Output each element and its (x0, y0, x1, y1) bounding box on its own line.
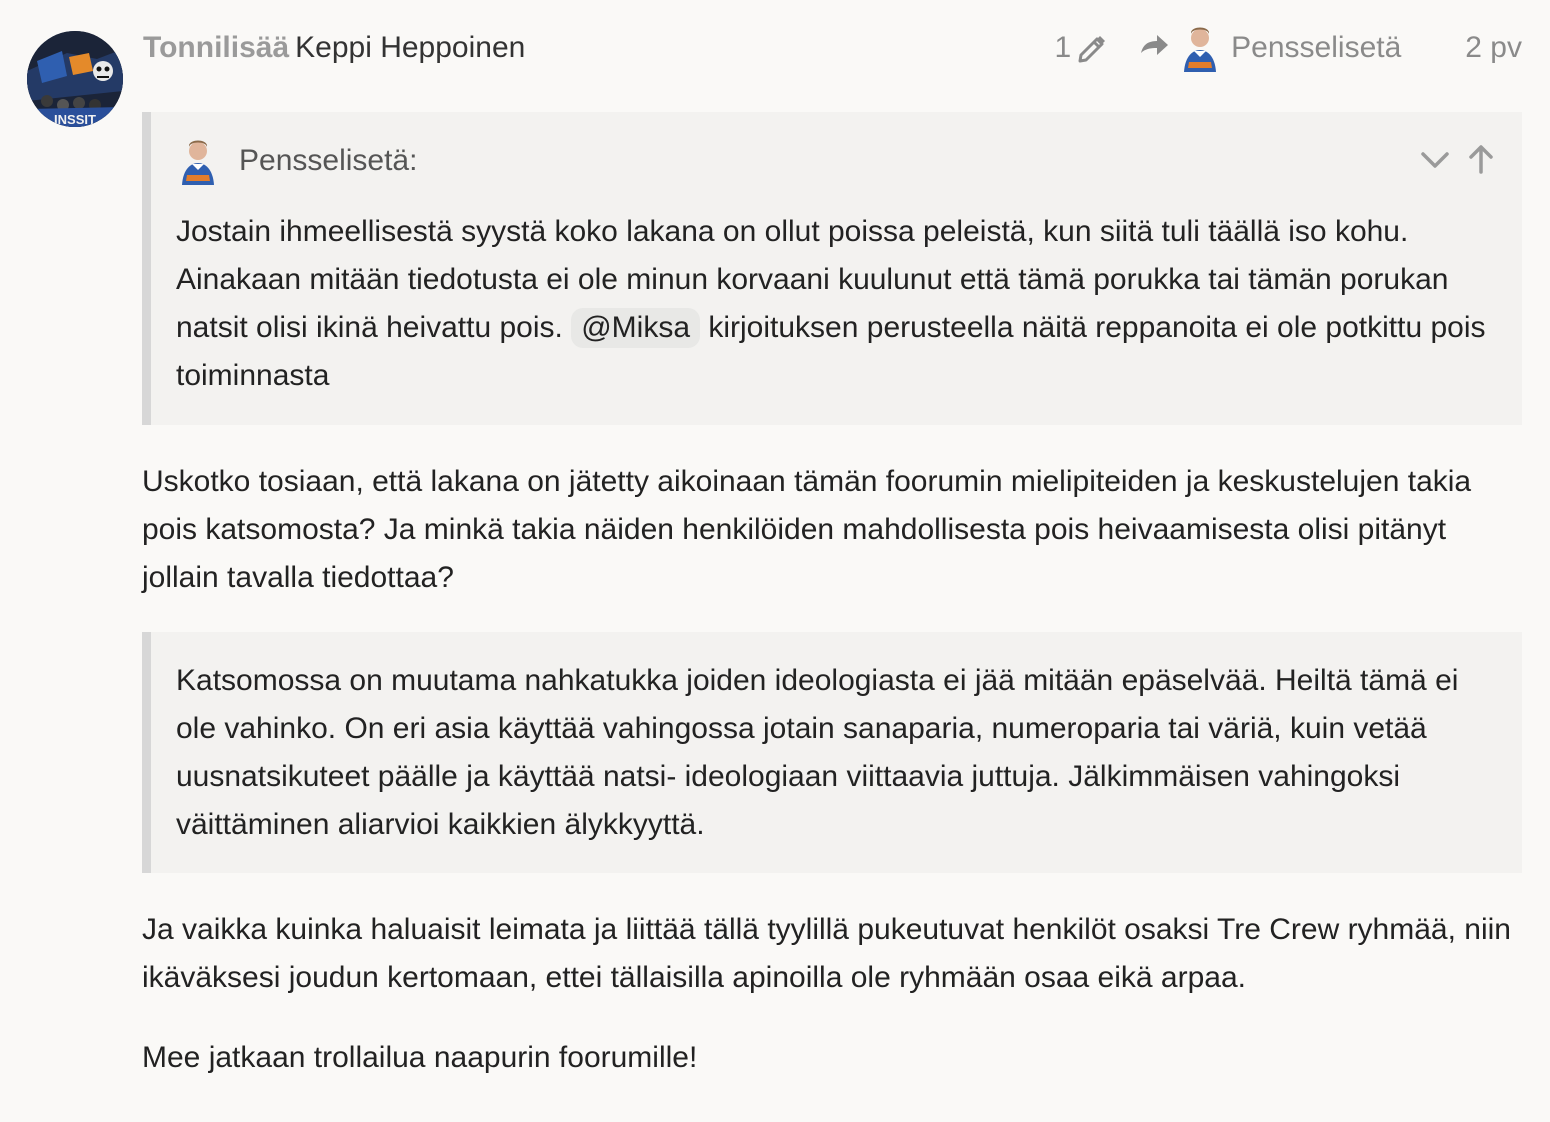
blockquote (142, 632, 1522, 873)
reply-to-username[interactable]: Pensselisetä (1231, 31, 1402, 64)
avatar-text: INSSIT (54, 112, 96, 127)
quote-block (142, 112, 1522, 425)
edit-count[interactable]: 1 (1054, 31, 1072, 64)
user-mention[interactable]: @Miksa (571, 308, 700, 348)
avatar-image (27, 31, 123, 127)
quote-author: Pensselisetä: (239, 144, 418, 177)
quote-header (177, 136, 417, 186)
quote-text (176, 208, 1502, 400)
quote-text-after-mention: kirjoituksen perusteella näitä reppanoita ei ole potkittu pois toiminnasta (176, 311, 1486, 392)
arrow-up-icon[interactable] (1464, 142, 1498, 176)
quote-text-before-mention: Jostain ihmeellisestä syystä koko lakana on ollut poissa peleistä, kun siitä tuli täällä iso kohu. Ainakaan mitään tiedotusta ei ole minun korvaani kuulunut että tämä porukka tai tämän porukan natsit olisi ikinä heivattu pois. (176, 215, 1449, 344)
reply-user-avatar[interactable] (1179, 24, 1221, 72)
blockquote-text: Katsomossa on muutama nahkatukka joiden ideologiasta ei jää mitään epäselvää. Heiltä tämä ei ole vahinko. On eri asia käyttää vahingossa jotain sanaparia, numeroparia tai väriä, kuin vetää uusnatsikuteet päälle ja käyttää natsi- ideologiaan viittaavia juttuja. Jälkimmäisen vahingoksi väittäminen aliarvioi kaikkien älykkyyttä. (176, 664, 1459, 841)
quote-controls (1418, 142, 1498, 176)
post-date[interactable]: 2 pv (1465, 31, 1522, 64)
username[interactable]: Tonnilisää (143, 31, 290, 64)
user-avatar[interactable] (27, 31, 123, 127)
post-paragraph: Ja vaikka kuinka haluaisit leimata ja liittää tällä tyylillä pukeutuvat henkilöt osaksi Tre Crew ryhmää, niin ikäväksesi joudun kertomaan, ettei tällaisilla apinoilla ole ryhmään osaa eikä arpaa. (142, 913, 1511, 994)
quote-author-avatar (177, 137, 219, 185)
post-meta-right (1054, 28, 1522, 68)
reply-arrow-icon[interactable] (1137, 31, 1171, 65)
post-paragraph: Mee jatkaan trollailua naapurin foorumille! (142, 1041, 698, 1074)
full-name: Keppi Heppoinen (295, 31, 526, 64)
chevron-down-icon[interactable] (1418, 142, 1452, 176)
post-paragraph: Uskotko tosiaan, että lakana on jätetty aikoinaan tämän foorumin mielipiteiden ja keskustelujen takia pois katsomosta? Ja minkä takia näiden henkilöiden mahdollisesta pois heivaamisesta olisi pitänyt jollain tavalla tiedottaa? (142, 465, 1472, 594)
pencil-icon[interactable] (1075, 31, 1109, 65)
post-meta (143, 28, 1522, 68)
